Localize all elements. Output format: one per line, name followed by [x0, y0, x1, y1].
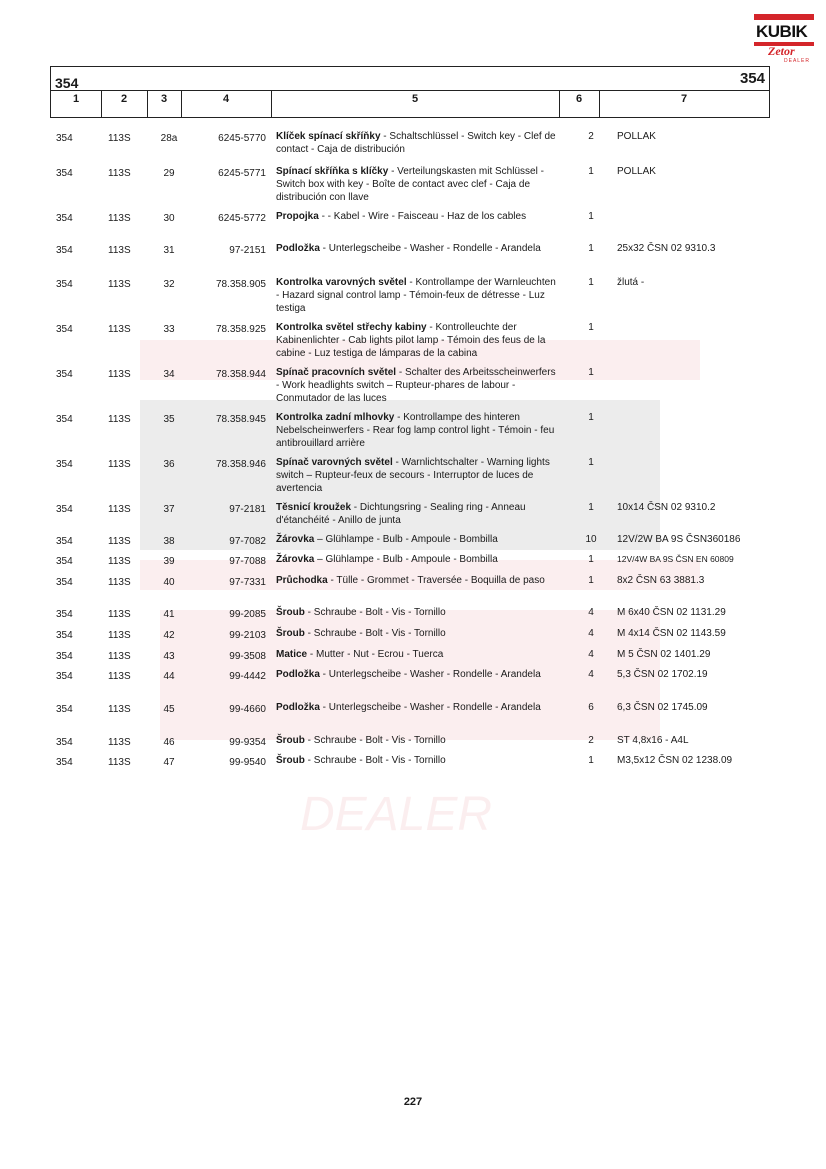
- cell-description: [276, 574, 558, 587]
- cell-part-number: 78.358.905: [215, 279, 266, 290]
- cell-note: POLLAK: [617, 131, 656, 142]
- cell-position: 29: [163, 168, 175, 179]
- cell-description: [276, 734, 558, 747]
- column-header-7: 7: [680, 93, 688, 105]
- cell-model: 113S: [108, 324, 131, 335]
- cell-model: 113S: [108, 133, 131, 144]
- description-translations: - Schraube - Bolt - Vis - Tornillo: [304, 628, 446, 639]
- cell-position: 42: [163, 630, 175, 641]
- description-czech-name: Podložka: [276, 669, 320, 680]
- description-czech-name: Žárovka: [276, 554, 315, 565]
- cell-group: 354: [56, 704, 73, 715]
- description-translations: - Unterlegscheibe - Washer - Rondelle - Arandela: [319, 243, 541, 254]
- cell-part-number: 99-3508: [229, 651, 266, 662]
- cell-position: 30: [163, 213, 175, 224]
- cell-group: 354: [56, 651, 73, 662]
- logo-sub: Zetor: [768, 44, 795, 58]
- description-translations: - Mutter - Nut - Ecrou - Tuerca: [307, 649, 444, 660]
- cell-part-number: 97-7082: [229, 536, 266, 547]
- cell-quantity: 1: [588, 755, 594, 766]
- cell-part-number: 99-4442: [229, 671, 266, 682]
- cell-note: 12V/4W BA 9S ČSN EN 60809: [617, 554, 734, 564]
- cell-description: [276, 242, 558, 255]
- cell-model: 113S: [108, 245, 131, 256]
- cell-model: 113S: [108, 213, 131, 224]
- description-translations: - Warnlichtschalter - Warning lights switch – Rupteur-feux de secours - Interruptor de luces de avertencia: [276, 457, 550, 494]
- cell-model: 113S: [108, 671, 131, 682]
- cell-part-number: 6245-5770: [218, 133, 266, 144]
- cell-quantity: 1: [588, 412, 594, 423]
- cell-quantity: 1: [588, 367, 594, 378]
- cell-position: 47: [163, 757, 175, 768]
- cell-model: 113S: [108, 757, 131, 768]
- cell-position: 43: [163, 651, 175, 662]
- column-header-2: 2: [120, 93, 128, 105]
- description-translations: - Schaltschlüssel - Switch key - Clef de contact - Caja de distribución: [276, 131, 556, 155]
- logo-bar: [754, 14, 814, 20]
- cell-description: [276, 501, 558, 527]
- cell-quantity: 2: [588, 131, 594, 142]
- cell-note: M 5 ČSN 02 1401.29: [617, 649, 711, 660]
- cell-model: 113S: [108, 737, 131, 748]
- cell-description: [276, 533, 558, 546]
- cell-position: 44: [163, 671, 175, 682]
- cell-group: 354: [56, 609, 73, 620]
- cell-group: 354: [56, 671, 73, 682]
- cell-group: 354: [56, 414, 73, 425]
- cell-description: [276, 366, 558, 405]
- cell-group: 354: [56, 245, 73, 256]
- header-band: [51, 67, 769, 91]
- description-translations: - Schraube - Bolt - Vis - Tornillo: [304, 607, 446, 618]
- cell-part-number: 99-9540: [229, 757, 266, 768]
- cell-quantity: 4: [588, 607, 594, 618]
- cell-quantity: 1: [588, 554, 594, 565]
- cell-quantity: 1: [588, 277, 594, 288]
- cell-quantity: 4: [588, 628, 594, 639]
- description-translations: - Kontrollampe der Warnleuchten - Hazard signal control lamp - Témoin-feux de détresse - Luz testiga: [276, 277, 556, 314]
- description-czech-name: Spínací skříňka s klíčky: [276, 166, 389, 177]
- cell-quantity: 1: [588, 457, 594, 468]
- cell-description: [276, 210, 558, 223]
- cell-model: 113S: [108, 279, 131, 290]
- cell-model: 113S: [108, 504, 131, 515]
- cell-position: 28a: [160, 133, 178, 144]
- description-translations: – Glühlampe - Bulb - Ampoule - Bombilla: [314, 554, 498, 565]
- description-translations: - Kontrollampe des hinteren Nebelscheinwerfers - Rear fog lamp control light - Témoin - feu antibrouillard arrière: [276, 412, 555, 449]
- cell-group: 354: [56, 536, 73, 547]
- cell-part-number: 78.358.944: [215, 369, 266, 380]
- cell-part-number: 99-2103: [229, 630, 266, 641]
- cell-group: 354: [56, 324, 73, 335]
- cell-description: [276, 701, 558, 714]
- cell-quantity: 1: [588, 575, 594, 586]
- description-czech-name: Podložka: [276, 702, 320, 713]
- description-czech-name: Šroub: [276, 607, 305, 618]
- cell-position: 40: [163, 577, 175, 588]
- cell-part-number: 99-2085: [229, 609, 266, 620]
- description-czech-name: Šroub: [276, 628, 305, 639]
- cell-part-number: 6245-5771: [218, 168, 266, 179]
- description-translations: - Tülle - Grommet - Traversée - Boquilla de paso: [327, 575, 545, 586]
- cell-quantity: 10: [585, 534, 597, 545]
- cell-group: 354: [56, 737, 73, 748]
- cell-position: 36: [163, 459, 175, 470]
- description-czech-name: Šroub: [276, 755, 305, 766]
- cell-note: POLLAK: [617, 166, 656, 177]
- cell-position: 45: [163, 704, 175, 715]
- description-czech-name: Šroub: [276, 735, 305, 746]
- group-number-right: 354: [739, 70, 765, 87]
- cell-note: 6,3 ČSN 02 1745.09: [617, 702, 708, 713]
- cell-description: [276, 627, 558, 640]
- cell-position: 46: [163, 737, 175, 748]
- cell-note: M 6x40 ČSN 02 1131.29: [617, 607, 726, 618]
- cell-description: [276, 130, 558, 156]
- cell-note: M 4x14 ČSN 02 1143.59: [617, 628, 726, 639]
- cell-part-number: 97-2181: [229, 504, 266, 515]
- cell-description: [276, 165, 558, 204]
- cell-position: 32: [163, 279, 175, 290]
- description-translations: - Schraube - Bolt - Vis - Tornillo: [304, 755, 446, 766]
- cell-model: 113S: [108, 556, 131, 567]
- cell-group: 354: [56, 459, 73, 470]
- cell-quantity: 1: [588, 211, 594, 222]
- cell-model: 113S: [108, 536, 131, 547]
- cell-position: 33: [163, 324, 175, 335]
- cell-model: 113S: [108, 704, 131, 715]
- cell-note: ST 4,8x16 - A4L: [617, 735, 689, 746]
- description-czech-name: Matice: [276, 649, 308, 660]
- cell-note: 10x14 ČSN 02 9310.2: [617, 502, 716, 513]
- group-number-left: 354: [55, 75, 79, 91]
- cell-group: 354: [56, 369, 73, 380]
- description-czech-name: Podložka: [276, 243, 320, 254]
- cell-position: 41: [163, 609, 175, 620]
- description-translations: – Glühlampe - Bulb - Ampoule - Bombilla: [314, 534, 498, 545]
- watermark-text: DEALER: [300, 788, 493, 840]
- description-translations: - Unterlegscheibe - Washer - Rondelle - Arandela: [319, 669, 541, 680]
- cell-quantity: 4: [588, 649, 594, 660]
- cell-description: [276, 276, 558, 315]
- column-header-1: 1: [72, 93, 80, 105]
- description-czech-name: Klíček spínací skříňky: [276, 131, 381, 142]
- cell-group: 354: [56, 168, 73, 179]
- cell-quantity: 1: [588, 166, 594, 177]
- cell-description: [276, 456, 558, 495]
- cell-description: [276, 606, 558, 619]
- cell-group: 354: [56, 133, 73, 144]
- cell-part-number: 78.358.946: [215, 459, 266, 470]
- cell-part-number: 78.358.945: [215, 414, 266, 425]
- cell-position: 34: [163, 369, 175, 380]
- cell-group: 354: [56, 279, 73, 290]
- cell-part-number: 97-7088: [229, 556, 266, 567]
- description-czech-name: Kontrolka zadní mlhovky: [276, 412, 395, 423]
- description-czech-name: Kontrolka světel střechy kabiny: [276, 322, 427, 333]
- cell-part-number: 97-7331: [229, 577, 266, 588]
- description-czech-name: Spínač pracovních světel: [276, 367, 397, 378]
- cell-quantity: 6: [588, 702, 594, 713]
- cell-model: 113S: [108, 459, 131, 470]
- column-header-6: 6: [575, 93, 583, 105]
- description-czech-name: Spínač varovných světel: [276, 457, 393, 468]
- kubik-zetor-logo: [754, 14, 814, 64]
- cell-quantity: 4: [588, 669, 594, 680]
- cell-part-number: 78.358.925: [215, 324, 266, 335]
- cell-group: 354: [56, 577, 73, 588]
- logo-tag: DEALER: [784, 58, 811, 64]
- cell-model: 113S: [108, 651, 131, 662]
- cell-model: 113S: [108, 609, 131, 620]
- cell-description: [276, 668, 558, 681]
- cell-note: 25x32 ČSN 02 9310.3: [617, 243, 716, 254]
- cell-position: 35: [163, 414, 175, 425]
- description-translations: - Schalter des Arbeitsscheinwerfers - Work headlights switch – Rupteur-phares de labour - Conmutador de las luces: [276, 367, 556, 404]
- description-translations: - Kontrolleuchte der Kabinenlichter - Cab lights pilot lamp - Témoin des feus de la cabine - Luz testiga de lámparas de la cabina: [276, 322, 546, 359]
- description-czech-name: Žárovka: [276, 534, 315, 545]
- cell-group: 354: [56, 556, 73, 567]
- column-header-4: 4: [222, 93, 230, 105]
- cell-group: 354: [56, 213, 73, 224]
- cell-position: 38: [163, 536, 175, 547]
- description-czech-name: Kontrolka varovných světel: [276, 277, 407, 288]
- cell-note: žlutá -: [617, 277, 645, 288]
- column-header-3: 3: [160, 93, 168, 105]
- cell-model: 113S: [108, 577, 131, 588]
- cell-description: [276, 321, 558, 360]
- cell-group: 354: [56, 757, 73, 768]
- description-translations: - - Kabel - Wire - Faisceau - Haz de los cables: [318, 211, 527, 222]
- cell-part-number: 99-9354: [229, 737, 266, 748]
- column-header-5: 5: [411, 93, 419, 105]
- cell-group: 354: [56, 630, 73, 641]
- cell-group: 354: [56, 504, 73, 515]
- cell-note: 12V/2W BA 9S ČSN360186: [617, 534, 741, 545]
- cell-quantity: 1: [588, 243, 594, 254]
- cell-model: 113S: [108, 414, 131, 425]
- cell-quantity: 1: [588, 502, 594, 513]
- description-czech-name: Průchodka: [276, 575, 328, 586]
- cell-note: 5,3 ČSN 02 1702.19: [617, 669, 708, 680]
- cell-position: 37: [163, 504, 175, 515]
- table-header: [50, 66, 770, 118]
- cell-position: 39: [163, 556, 175, 567]
- description-translations: - Dichtungsring - Sealing ring - Anneau d'étanchéité - Anillo de junta: [276, 502, 526, 526]
- cell-model: 113S: [108, 168, 131, 179]
- description-translations: - Schraube - Bolt - Vis - Tornillo: [304, 735, 446, 746]
- cell-description: [276, 553, 558, 566]
- cell-description: [276, 648, 558, 661]
- description-czech-name: Propojka: [276, 211, 319, 222]
- cell-part-number: 6245-5772: [218, 213, 266, 224]
- cell-model: 113S: [108, 369, 131, 380]
- cell-description: [276, 411, 558, 450]
- cell-quantity: 1: [588, 322, 594, 333]
- cell-note: M3,5x12 ČSN 02 1238.09: [617, 755, 733, 766]
- page-number: 227: [403, 1096, 423, 1108]
- cell-quantity: 2: [588, 735, 594, 746]
- logo-text: KUBIK: [756, 22, 808, 41]
- cell-part-number: 97-2151: [229, 245, 266, 256]
- cell-part-number: 99-4660: [229, 704, 266, 715]
- cell-position: 31: [163, 245, 175, 256]
- description-translations: - Verteilungskasten mit Schlüssel - Switch box with key - Boîte de contact avec clef - Caja de distribución con llave: [276, 166, 544, 203]
- cell-model: 113S: [108, 630, 131, 641]
- description-czech-name: Těsnicí kroužek: [276, 502, 352, 513]
- description-translations: - Unterlegscheibe - Washer - Rondelle - Arandela: [319, 702, 541, 713]
- cell-description: [276, 754, 558, 767]
- cell-note: 8x2 ČSN 63 3881.3: [617, 575, 705, 586]
